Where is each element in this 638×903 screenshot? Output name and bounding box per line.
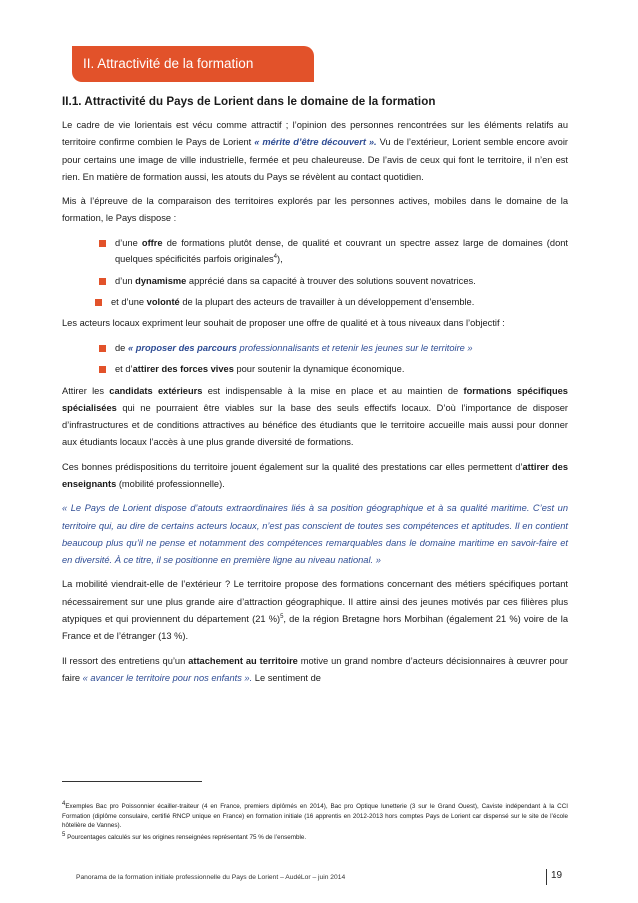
page-footer	[62, 867, 572, 889]
footnote-ref: 5	[280, 613, 284, 620]
square-bullet-icon	[99, 345, 106, 352]
paragraph-2: Mis à l’épreuve de la comparaison des territoires explorés par les personnes actives, mobiles dans le domaine de la formation, le Pays dispose :	[62, 196, 568, 224]
list-item: de « proposer des parcours professionnalisants et retenir les jeunes sur le territoire »	[62, 340, 568, 356]
footnote-ref: 4	[273, 254, 277, 261]
list-item: d’un dynamisme apprécié dans sa capacité à trouver des solutions souvent novatrices.	[62, 273, 568, 289]
list-item: d’une offre de formations plutôt dense, de qualité et couvrant un spectre assez large de domaines (dont quelques spécificités parfois originales$^4$),	[62, 235, 568, 268]
footnotes	[62, 802, 568, 844]
text: Le cadre de vie lorientais est vécu comme attractif ; l’opinion des personnes rencontrées sur les éléments relatifs au territoire confirme combien le Pays de Lorient	[62, 120, 568, 148]
main-content	[62, 95, 568, 694]
footnote-divider	[62, 781, 202, 782]
square-bullet-icon	[99, 240, 106, 247]
paragraph-7: Il ressort des entretiens qu’un attachement au territoire motive un grand nombre d’acteurs décisionnaires à œuvrer pour faire « avancer le territoire pour nos enfants ». Le sentiment de	[62, 655, 568, 683]
footer-divider	[546, 869, 547, 885]
square-bullet-icon	[99, 366, 106, 373]
footer-text: Panorama de la formation initiale professionnelle du Pays de Lorient – AudéLor – juin 2014	[76, 874, 346, 881]
footnote-5: $^5$ Pourcentages calculés sur les origines renseignées représentant 75 % de l’ensemble.	[62, 831, 307, 841]
section-heading: II.1. Attractivité du Pays de Lorient dans le domaine de la formation	[62, 95, 436, 108]
paragraph-3: Les acteurs locaux expriment leur souhait de proposer une offre de qualité et à tous niveaux dans l’objectif :	[62, 318, 505, 329]
square-bullet-icon	[95, 299, 102, 306]
list-item: et d’une volonté de la plupart des acteurs de travailler à un développement d’ensemble.	[62, 294, 568, 310]
paragraph-4: Attirer les candidats extérieurs est indispensable à la mise en place et au maintien de formations spécifiques spécialisées qui ne pourraient être viables sur la base des seuls effectifs locaux. D’où l’importance de disposer d’infrastructures et de conditions attractives au bénéfice des étudiants que le territoire accueille mais aussi pour donner aux étudiants locaux l’accès à une plus grande diversité de formations.	[62, 385, 568, 448]
list-item: et d’attirer des forces vives pour soutenir la dynamique économique.	[62, 361, 568, 377]
inline-quote: « mérite d’être découvert ».	[254, 137, 377, 148]
footnote-4: $^4$Exemples Bac pro Poissonnier écailler-traiteur (4 en France, premiers diplômés en 2014), Bac pro Optique lunetterie (3 sur le Grand Ouest), Caviste indépendant à la CCI Formation (diplôme consulaire, certifié RNCP unique en France) en formation initiale (16 apprentis en 2012-2013 hors comptes Pays de Lorient car dispensé sur le site de l’école hôtelière de Vannes).	[62, 800, 568, 830]
text: Vu de l’extérieur, Lorient semble encore avoir pour certains une image de ville industrielle, fermée et peu chaleureuse. De l’avis de ceux qui font le territoire, il n’en est rien. En matière de formation aussi, les atouts du Pays se révèlent au contact quotidien.	[62, 137, 569, 182]
page-number: 19	[551, 870, 563, 881]
section-banner: II. Attractivité de la formation	[72, 46, 314, 82]
bullet-list-1	[62, 235, 568, 311]
paragraph-1	[62, 117, 568, 186]
square-bullet-icon	[99, 278, 106, 285]
bullet-list-2	[62, 340, 568, 378]
paragraph-5: Ces bonnes prédispositions du territoire jouent également sur la qualité des prestations car elles permettent d’attirer des enseignants (mobilité professionnelle).	[62, 461, 568, 489]
paragraph-6: La mobilité viendrait-elle de l’extérieur ? Le territoire propose des formations concernant des métiers spécifiques portant nécessairement sur une plus grande aire d’attraction géographique. Il attire ainsi des jeunes motivés par ces filières plus atypiques et qui proviennent du département (21 %)$^5$, de la région Bretagne hors Morbihan (également 21 %) voire de la France et de l’étranger (13 %).	[62, 579, 568, 642]
testimonial-quote: « Le Pays de Lorient dispose d’atouts extraordinaires liés à sa position géographique et à sa qualité maritime. C’est un territoire qui, au dire de certains acteurs locaux, n’est pas conscient de toutes ses compétences et aptitudes. Il en contient beaucoup plus qu’il ne pense et notamment des compétences remarquables dans le domaine maritime en savoir-faire et en diversité. À ce titre, il se positionne en première ligne au niveau national. »	[62, 503, 568, 566]
